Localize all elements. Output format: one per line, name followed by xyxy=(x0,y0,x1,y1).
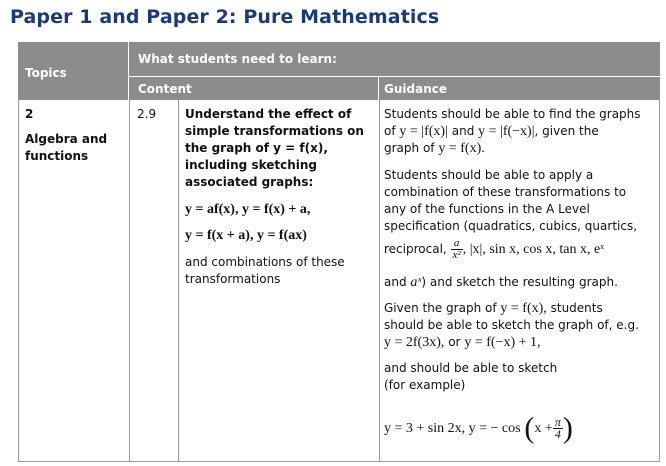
content-ref: 2.9 xyxy=(137,107,157,121)
column-divider xyxy=(379,100,380,462)
header-guidance xyxy=(379,77,660,100)
content-formula-line1: y = af(x), y = f(x) + a, xyxy=(185,202,311,217)
page-title: Paper 1 and Paper 2: Pure Mathematics xyxy=(10,6,440,28)
guidance-p2-line4: specification (quadratics, cubics, quartics, xyxy=(384,219,638,233)
guidance-p2-line3: any of the functions in the A Level xyxy=(384,202,590,216)
content-formula-line2: y = f(x + a), y = f(ax) xyxy=(185,228,307,243)
fraction-pi-over-4: $\frac{\pi}{4}$ xyxy=(554,415,561,441)
header-what-students-learn xyxy=(129,42,660,77)
guidance-p2-line6: and aˣ) and sketch the resulting graph. xyxy=(384,275,618,290)
content-heading-line4: including sketching xyxy=(185,158,318,172)
guidance-p3-line3: y = 2f(3x), or y = f(−x) + 1, xyxy=(384,335,541,350)
header-content xyxy=(129,77,379,100)
header-what-label: What students need to learn: xyxy=(138,52,337,66)
content-heading-line2: simple transformations on xyxy=(185,124,364,138)
guidance-p1-line2: of y = |f(x)| and y = |f(−x)|, given the xyxy=(384,124,599,139)
content-note-line1: and combinations of these xyxy=(185,255,345,269)
content-note-line2: transformations xyxy=(185,272,281,286)
guidance-p1-line3: graph of y = f(x). xyxy=(384,141,485,156)
topic-name-line1: Algebra and xyxy=(25,132,108,146)
guidance-p2-line1: Students should be able to apply a xyxy=(384,168,594,182)
header-topics xyxy=(18,42,129,100)
header-guidance-label: Guidance xyxy=(384,82,447,96)
guidance-p4-formula: y = 3 + sin 2x, y = − cos (x + $\frac{\pi}{4}$ ) xyxy=(384,411,573,445)
specification-table xyxy=(18,42,660,462)
header-content-label: Content xyxy=(138,82,192,96)
topic-name-line2: functions xyxy=(25,149,89,163)
content-heading-line1: Understand the effect of xyxy=(185,107,352,121)
fraction-a-over-x-squared: $\frac{a}{\text{x²}}$ xyxy=(452,237,461,261)
guidance-p3-line1: Given the graph of y = f(x), students xyxy=(384,301,603,316)
guidance-p4-line1: and should be able to sketch xyxy=(384,361,558,375)
header-topics-label: Topics xyxy=(25,66,67,80)
content-heading-line5: associated graphs: xyxy=(185,175,314,189)
column-divider xyxy=(178,100,179,462)
guidance-p2-line2: combination of these transformations to xyxy=(384,185,627,199)
content-heading-line3: the graph of y = f(x), xyxy=(185,141,328,155)
guidance-p4-line2: (for example) xyxy=(384,378,466,392)
guidance-p2-line5: reciprocal, $\frac{a}{\text{x²}}$ , |x|, sin x, cos x, tan x, eˣ xyxy=(384,237,605,261)
guidance-p1-line1: Students should be able to find the graphs xyxy=(384,107,641,121)
guidance-p3-line2: should be able to sketch the graph of, e.g. xyxy=(384,318,639,332)
topic-number: 2 xyxy=(25,107,34,121)
column-divider xyxy=(129,100,130,462)
